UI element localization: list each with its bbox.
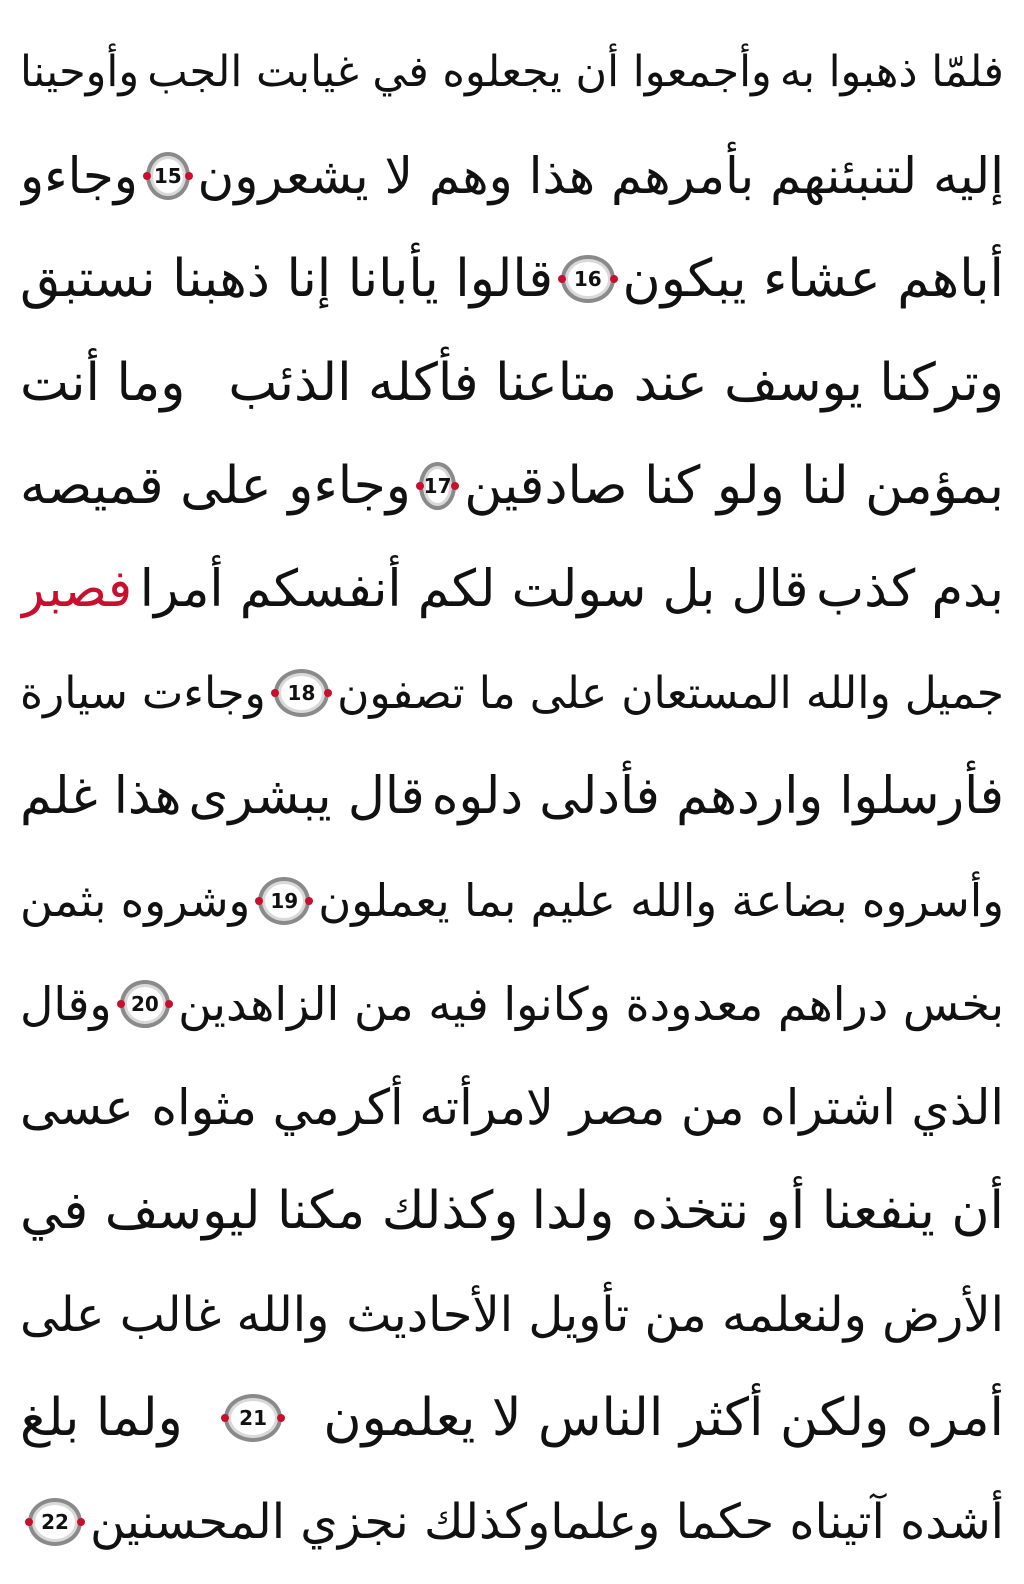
text-line <box>20 855 1004 947</box>
text-line <box>20 1476 1004 1568</box>
ayah-end-marker-icon <box>146 152 190 200</box>
verse-text: ولما بلغ <box>20 1388 183 1449</box>
verse-text: وأوحينا <box>20 47 140 97</box>
verse-text: فلمّا ذهبوا به <box>779 47 1004 97</box>
verse-text: قالوا يأبانا إنا ذهبنا نستبق <box>20 249 554 310</box>
text-line <box>20 233 1004 325</box>
verse-text: وتركنا يوسف عند متاعنا فأكله الذئب <box>228 352 1004 413</box>
ayah-end-marker-icon <box>28 1498 82 1546</box>
verse-text: الأرض ولنعلمه من تأويل الأحاديث <box>346 1286 1004 1343</box>
verse-text: عسى <box>20 1079 134 1137</box>
text-line <box>20 1165 1004 1257</box>
verse-text: أشده آتيناه حكما وعلما <box>550 1493 1004 1550</box>
verse-text: إليه لتنبئنهم بأمرهم هذا وهم لا يشعرون <box>197 146 1004 205</box>
verse-text: وأسروه بضاعة والله عليم بما يعملون <box>318 874 1004 927</box>
verse-text: وجاءت سيارة <box>20 667 266 719</box>
text-line <box>20 1269 1004 1361</box>
verse-text: بخس دراهم معدودة وكانوا فيه من الزاهدين <box>178 977 1004 1032</box>
text-line <box>20 1372 1004 1464</box>
verse-text: قال بل سولت لكم أنفسكم أمرا <box>139 560 809 620</box>
text-line <box>20 751 1004 843</box>
ayah-number: 18 <box>287 681 316 706</box>
verse-text: أن ينفعنا أو نتخذه ولدا <box>531 1181 1004 1242</box>
ayah-end-marker-icon <box>419 462 456 510</box>
verse-text: قال يبشرى <box>188 767 425 827</box>
ayah-number: 19 <box>270 888 299 913</box>
verse-text: والله غالب على <box>20 1286 330 1343</box>
text-line <box>20 958 1004 1050</box>
ayah-end-marker-icon <box>258 877 310 925</box>
verse-text: وكذلك نجزي المحسنين <box>90 1493 551 1550</box>
text-line <box>20 440 1004 532</box>
verse-text: الذي اشتراه من مصر لامرأته أكرمي مثواه <box>151 1079 1004 1137</box>
verse-text: هذا غلم <box>20 767 182 827</box>
ayah-number: 15 <box>153 163 182 188</box>
verse-text: وقال <box>20 977 112 1032</box>
verse-text: وجاءو على قميصه <box>20 456 411 517</box>
text-line <box>20 130 1004 222</box>
text-line <box>20 1062 1004 1154</box>
ayah-number: 17 <box>423 474 452 499</box>
verse-text: أباهم عشاء يبكون <box>622 249 1004 310</box>
text-line <box>20 337 1004 429</box>
verse-text: وأجمعوا أن يجعلوه في غيابت الجب <box>147 47 772 97</box>
ayah-number: 16 <box>573 267 602 292</box>
ayah-end-marker-icon <box>274 669 329 717</box>
text-line <box>20 647 1004 739</box>
verse-text: بمؤمن لنا ولو كنا صادقين <box>464 456 1004 517</box>
verse-text: بدم كذب <box>816 560 1004 620</box>
ayah-number: 22 <box>41 1509 69 1534</box>
text-line <box>20 26 1004 118</box>
verse-text: جميل والله المستعان على ما تصفون <box>337 667 1004 719</box>
verse-text: أمره ولكن أكثر الناس لا يعلمون <box>323 1388 1004 1449</box>
ayah-end-marker-icon <box>224 1394 282 1442</box>
ayah-end-marker-icon <box>561 255 614 303</box>
verse-text: وكذلك مكنا ليوسف في <box>20 1181 519 1242</box>
verse-text: وجاءو <box>20 146 138 205</box>
verse-text: فأرسلوا واردهم فأدلى دلوه <box>431 767 1004 827</box>
verse-text: وما أنت <box>20 352 186 413</box>
ayah-end-marker-icon <box>120 980 171 1028</box>
verse-text: وشروه بثمن <box>20 874 251 927</box>
ayah-number: 20 <box>130 992 159 1017</box>
ayah-number: 21 <box>239 1406 268 1431</box>
verse-text: فصبر <box>20 560 133 620</box>
text-line <box>20 544 1004 636</box>
